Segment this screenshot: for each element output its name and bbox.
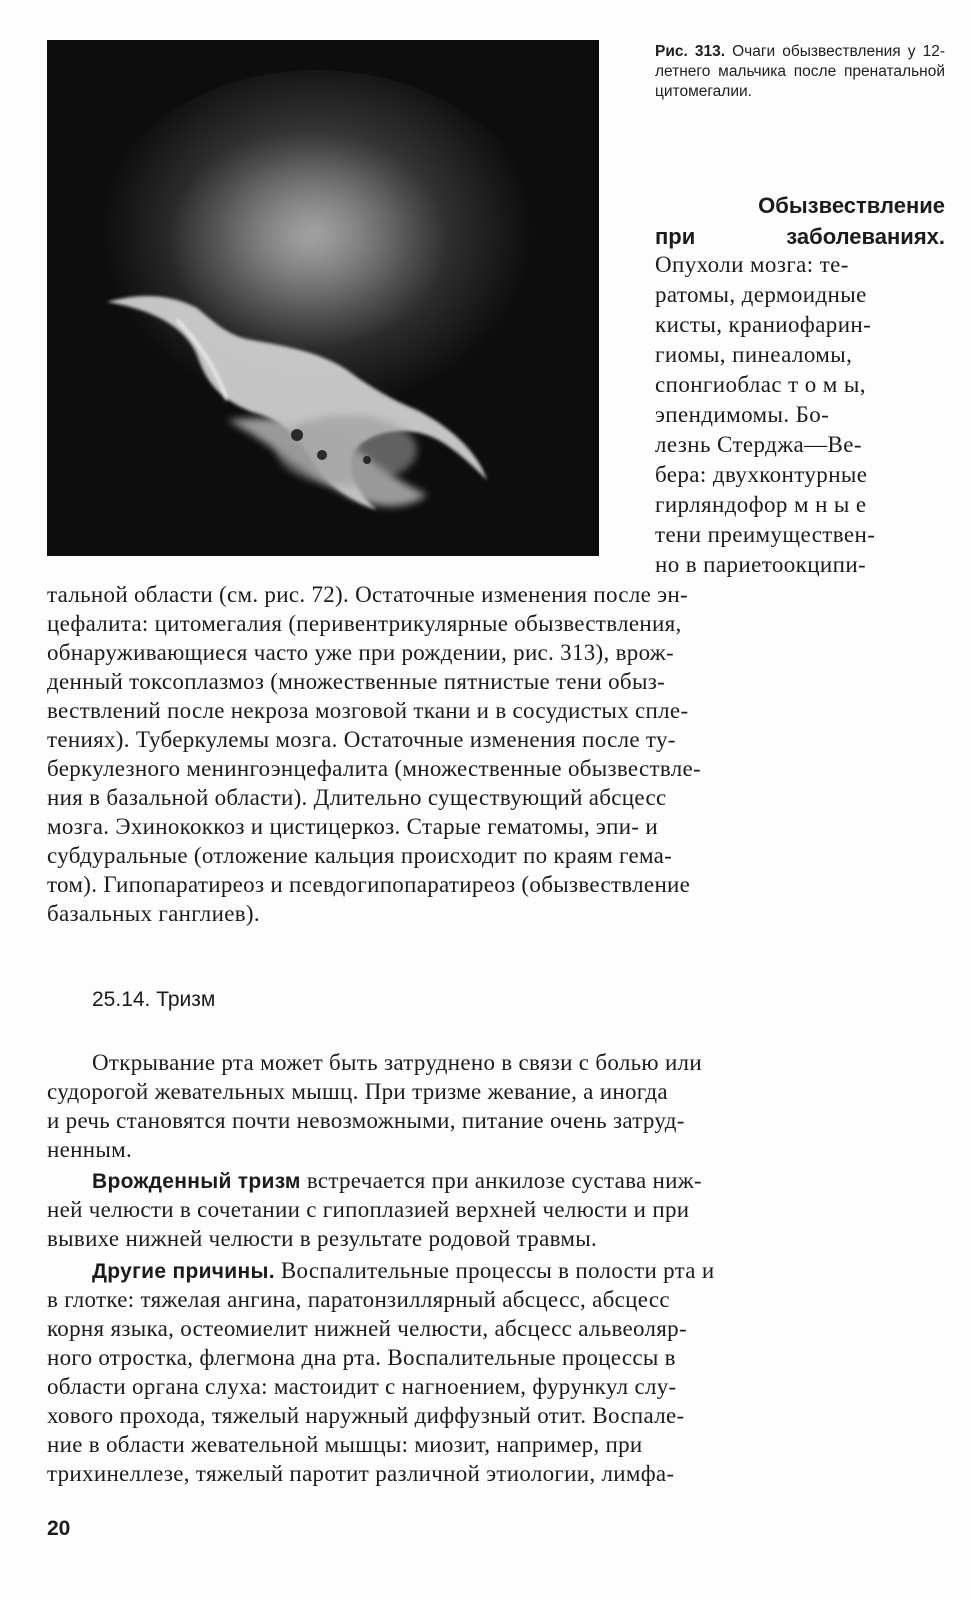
body-line: цефалита: цитомегалия (перивентрикулярные обызвествления,	[47, 611, 682, 636]
body-line: тальной области (см. рис. 72). Остаточные изменения после эн-	[47, 582, 688, 607]
body-line: и речь становятся почти невозможными, питание очень затруд-	[47, 1108, 685, 1133]
page-number: 20	[47, 1517, 71, 1540]
lead-rest: Воспалительные процессы в полости рта и	[274, 1258, 715, 1283]
body-line: трихинеллезе, тяжелый паротит различной этиологии, лимфа-	[47, 1461, 675, 1486]
side-heading-line2	[655, 221, 945, 252]
lead-rest: встречается при анкилозе сустава ниж-	[300, 1168, 702, 1193]
figure-number: Рис. 313.	[655, 43, 726, 60]
body-line: хового прохода, тяжелый наружный диффузный отит. Воспале-	[47, 1403, 685, 1428]
side-heading-line2-a: при	[655, 224, 696, 249]
body-line: вывихе нижней челюсти в результате родовой травмы.	[47, 1226, 598, 1251]
body-line: том). Гипопаратиреоз и псевдогипопаратиреоз (обызвествление	[47, 872, 691, 897]
body-line: базальных ганглиев).	[47, 901, 260, 926]
paragraph-lead-line	[92, 1166, 971, 1197]
body-line: ней челюсти в сочетании с гипоплазией верхней челюсти и при	[47, 1197, 690, 1222]
xray-image	[47, 40, 599, 556]
side-line: ратомы, дермоидные	[655, 282, 867, 307]
body-line: обнаруживающиеся часто уже при рождении, рис. 313), врож-	[47, 640, 674, 665]
side-line: спонгиоблас т о м ы,	[655, 372, 866, 397]
body-line: мозга. Эхинококкоз и цистицеркоз. Старые гематомы, эпи- и	[47, 814, 658, 839]
side-line: эпендимомы. Бо-	[655, 402, 830, 427]
side-line: Опухоли мозга: те-	[655, 252, 849, 277]
side-heading-line1: Обызвествление	[758, 193, 945, 218]
body-line: корня языка, остеомиелит нижней челюсти, абсцесс альвеоляр-	[47, 1316, 687, 1341]
body-line: вествлений после некроза мозговой ткани и в сосудистых спле-	[47, 698, 689, 723]
side-line: но в париетоокципи-	[655, 552, 867, 577]
body-line: субдуральные (отложение кальция происходит по краям гема-	[47, 843, 673, 868]
side-line: бера: двухконтурные	[655, 462, 868, 487]
body-line: тениях). Туберкулемы мозга. Остаточные изменения после ту-	[47, 727, 676, 752]
body-line: ного отростка, флегмона дна рта. Воспалительные процессы в	[47, 1345, 676, 1370]
body-line: Открывание рта может быть затруднено в связи с болью или	[92, 1050, 702, 1075]
side-line: гиомы, пинеаломы,	[655, 342, 853, 367]
bold-lead: Другие причины.	[92, 1260, 275, 1283]
body-line: денный токсоплазмоз (множественные пятнистые тени обыз-	[47, 669, 666, 694]
bold-lead: Врожденный тризм	[92, 1170, 301, 1193]
figure-caption	[655, 42, 945, 102]
body-line: ние в области жевательной мышцы: миозит, например, при	[47, 1432, 643, 1457]
body-line: ненным.	[47, 1137, 132, 1162]
xray-illustration	[47, 40, 599, 556]
body-line: в глотке: тяжелая ангина, паратонзиллярный абсцесс, абсцесс	[47, 1287, 670, 1312]
body-line: судорогой жевательных мышц. При тризме жевание, а иногда	[47, 1079, 668, 1104]
paragraph-lead-line	[92, 1256, 971, 1287]
section-title: 25.14. Тризм	[92, 988, 216, 1011]
side-heading-line2-b: заболеваниях.	[786, 224, 945, 249]
side-line: гирляндофор м н ы е	[655, 492, 867, 517]
body-line: области органа слуха: мастоидит с нагноением, фурункул слу-	[47, 1374, 677, 1399]
body-line: ния в базальной области). Длительно существующий абсцесс	[47, 785, 667, 810]
side-heading	[655, 190, 945, 252]
figure-caption-text: Очаги обызвествления у 12-летнего мальчика после пренатальной цитомегалии.	[655, 43, 945, 100]
side-line: тени преимуществен-	[655, 522, 876, 547]
side-line: лезнь Стерджа—Ве-	[655, 432, 862, 457]
side-line: кисты, краниофарин-	[655, 312, 872, 337]
body-line: беркулезного менингоэнцефалита (множественные обызвествле-	[47, 756, 701, 781]
